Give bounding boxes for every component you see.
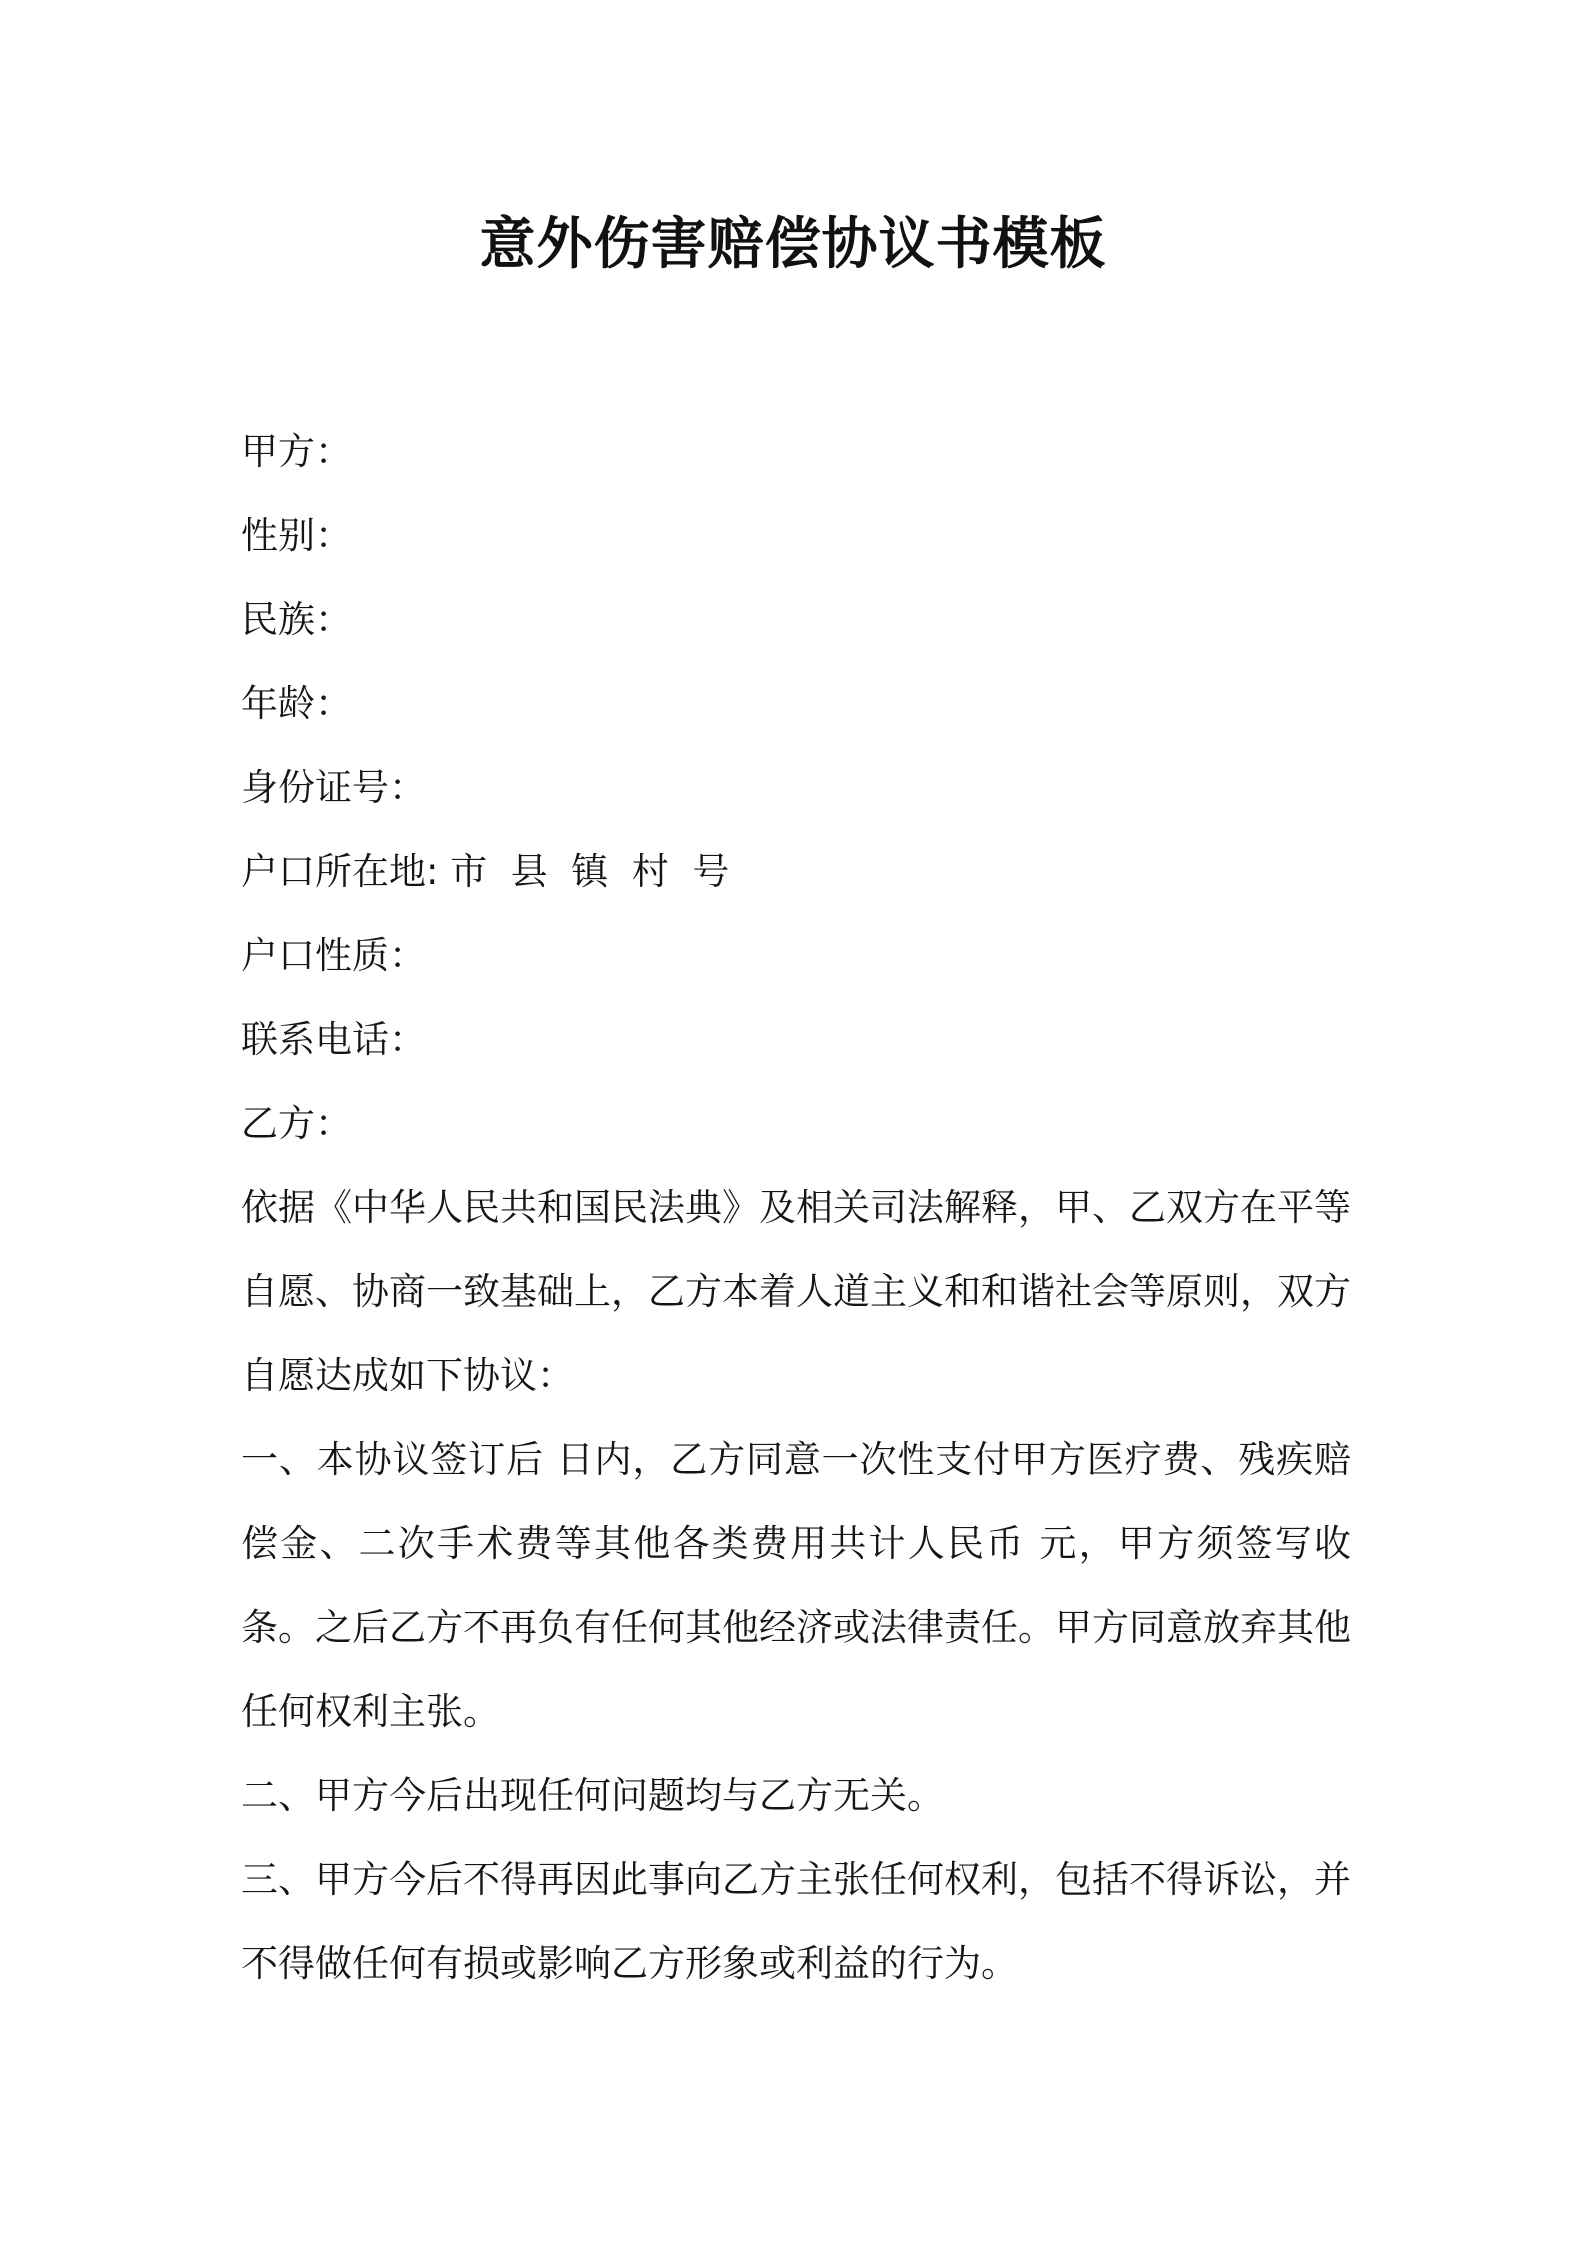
field-phone: 联系电话： (241, 1018, 426, 1061)
field-id-number: 身份证号： (241, 766, 426, 809)
field-party-a: 甲方： (241, 430, 352, 473)
document-title: 意外伤害赔偿协议书模板 (479, 212, 1107, 277)
intro-paragraph: 依据《中华人民共和国民法典》及相关司法解释，甲、乙双方在平等自愿、协商一致基础上，乙方本着人道主义和和谐社会等原则，双方自愿达成如下协议： (241, 1186, 1351, 1397)
clause-3: 三、甲方今后不得再因此事向乙方主张任何权利，包括不得诉讼，并不得做任何有损或影响乙方形象或利益的行为。 (241, 1858, 1351, 1985)
field-gender: 性别： (241, 514, 352, 557)
field-ethnicity: 民族： (241, 598, 352, 641)
field-household-location: 户口所在地: 市 县 镇 村 号 (241, 850, 730, 893)
field-household-type: 户口性质： (241, 934, 426, 977)
document-body (241, 410, 1351, 2006)
field-age: 年龄： (241, 682, 352, 725)
field-party-b: 乙方： (241, 1102, 352, 1145)
clause-2: 二、甲方今后出现任何问题均与乙方无关。 (241, 1774, 944, 1817)
clause-1: 一、本协议签订后 日内，乙方同意一次性支付甲方医疗费、残疾赔偿金、二次手术费等其他各类费用共计人民币 元，甲方须签写收条。之后乙方不再负有任何其他经济或法律责任。甲方同意放弃其他任何权利主张。 (241, 1438, 1351, 1733)
